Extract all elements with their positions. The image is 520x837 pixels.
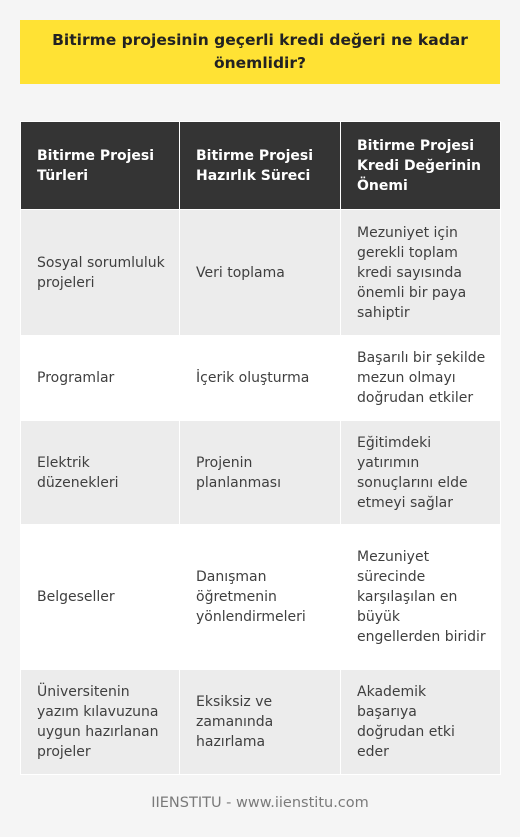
table-row: [21, 525, 501, 670]
header-cell-preparation-process: Bitirme Projesi Hazırlık Süreci: [180, 122, 341, 210]
table-cell: Başarılı bir şekilde mezun olmayı doğrudan etkiler: [341, 336, 501, 421]
table-body: [21, 210, 501, 775]
comparison-table: [20, 121, 501, 775]
table-row: [21, 210, 501, 336]
header-cell-credit-importance: Bitirme Projesi Kredi Değerinin Önemi: [341, 122, 501, 210]
table-cell: Eksiksiz ve zamanında hazırlama: [180, 670, 341, 775]
table-cell: Eğitimdeki yatırımın sonuçlarını elde etmeyi sağlar: [341, 421, 501, 525]
page-title: [20, 20, 500, 84]
footer-credit: [0, 795, 520, 811]
footer-text: IIENSTITU - www.iienstitu.com: [151, 795, 369, 811]
table-cell: Akademik başarıya doğrudan etki eder: [341, 670, 501, 775]
table-cell: Projenin planlanması: [180, 421, 341, 525]
page-title-text: Bitirme projesinin geçerli kredi değeri ne kadar önemlidir?: [52, 31, 468, 72]
table-cell: İçerik oluşturma: [180, 336, 341, 421]
table-cell: Veri toplama: [180, 210, 341, 336]
table-cell: Belgeseller: [21, 525, 180, 670]
table-cell: Elektrik düzenekleri: [21, 421, 180, 525]
table-cell: Danışman öğretmenin yönlendirmeleri: [180, 525, 341, 670]
table-row: [21, 421, 501, 525]
table-cell: Mezuniyet için gerekli toplam kredi sayısında önemli bir paya sahiptir: [341, 210, 501, 336]
table-header-row: [21, 122, 501, 210]
table-cell: Üniversitenin yazım kılavuzuna uygun hazırlanan projeler: [21, 670, 180, 775]
table-header: [21, 122, 501, 210]
table-cell: Programlar: [21, 336, 180, 421]
table-cell: Mezuniyet sürecinde karşılaşılan en büyük engellerden biridir: [341, 525, 501, 670]
header-cell-project-types: Bitirme Projesi Türleri: [21, 122, 180, 210]
table-row: [21, 670, 501, 775]
table-row: [21, 336, 501, 421]
table-cell: Sosyal sorumluluk projeleri: [21, 210, 180, 336]
